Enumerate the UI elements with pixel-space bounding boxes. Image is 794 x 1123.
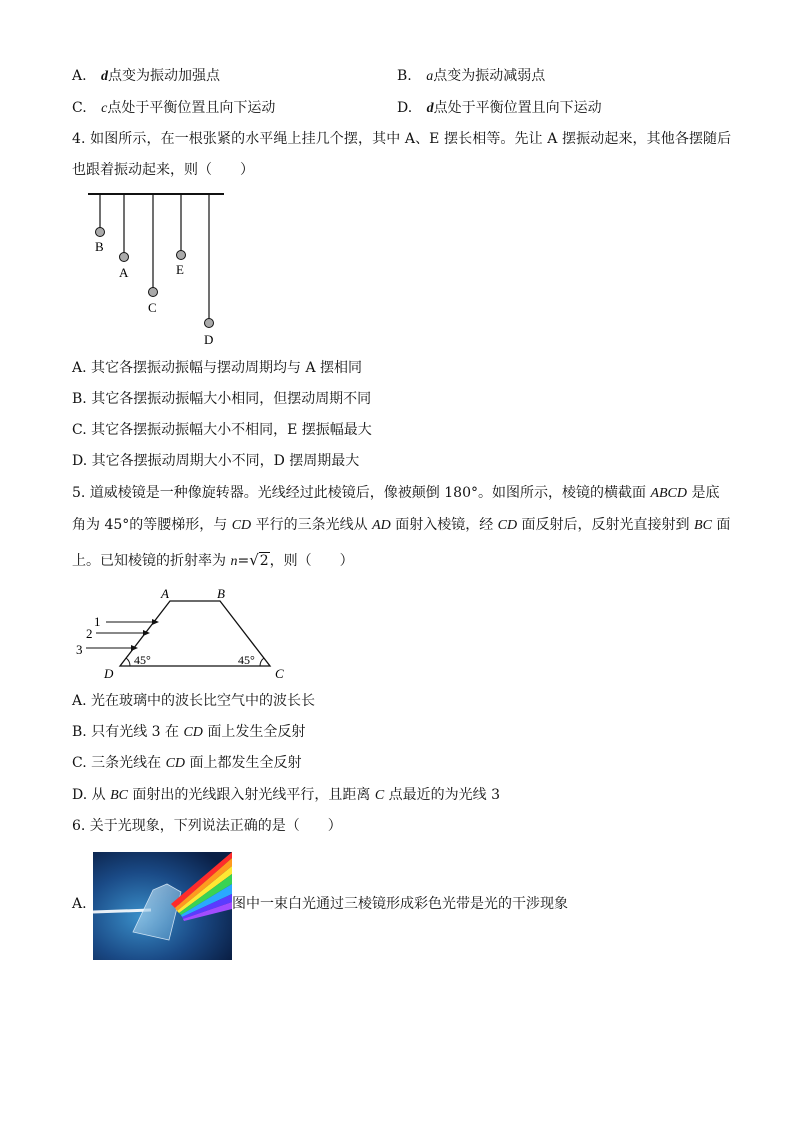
pendulum-figure — [80, 186, 240, 351]
dove-prism-figure — [70, 582, 290, 682]
q3-option-b — [397, 66, 545, 87]
variable-c: C — [374, 788, 385, 803]
vertex-label-c: C — [275, 666, 284, 681]
q3-option-c — [72, 98, 275, 119]
q5-option-d — [72, 785, 500, 806]
variable-c: c — [101, 101, 108, 116]
text: 平行的三条光线从 — [251, 517, 373, 533]
option-text: 点处于平衡位置且向下运动 — [433, 100, 602, 116]
option-text: 点处于平衡位置且向下运动 — [107, 100, 276, 116]
text: 面射入棱镜，经 — [390, 517, 498, 533]
sqrt-symbol: √ — [249, 551, 259, 569]
text: C. 三条光线在 — [72, 755, 166, 771]
sqrt-radicand: 2 — [259, 553, 269, 569]
text: 面射出的光线跟入射光线平行，且距离 — [127, 787, 375, 803]
text: 面上发生全反射 — [202, 724, 306, 740]
variable-n: n — [230, 554, 238, 569]
variable-bc: BC — [110, 788, 128, 803]
q5-stem-line1 — [72, 483, 719, 504]
q5-option-b — [72, 722, 305, 743]
variable-d: d — [426, 101, 434, 116]
text: 面反射后，反射光直接射到 — [517, 517, 695, 533]
text: 面上都发生全反射 — [185, 755, 302, 771]
equals-sign: = — [237, 553, 250, 569]
pendulum-label-c: C — [148, 300, 157, 315]
variable-ad: AD — [372, 518, 391, 533]
q6-option-a-text: 图中一束白光通过三棱镜形成彩色光带是光的干涉现象 — [232, 896, 568, 912]
option-label: D. — [397, 100, 413, 116]
q5-option-c — [72, 753, 301, 774]
option-text: 点变为振动减弱点 — [433, 68, 546, 84]
variable-cd: CD — [497, 518, 518, 533]
variable-a: a — [426, 69, 434, 84]
option-label: C. — [72, 100, 87, 116]
ray-label-3: 3 — [76, 642, 83, 657]
q4-stem-line1: 4. 如图所示，在一根张紧的水平绳上挂几个摆，其中 A、E 摆长相等。先让 A 摆振动起来，其他各摆随后 — [72, 131, 732, 147]
q3-option-a — [72, 66, 220, 87]
q4-option-a: A. 其它各摆振动振幅与摆动周期均与 A 摆相同 — [72, 360, 363, 376]
q6-option-a-label: A. — [72, 896, 87, 912]
q6-stem: 6. 关于光现象，下列说法正确的是（ ） — [72, 818, 342, 834]
variable-cd: CD — [231, 518, 252, 533]
variable-d: d — [101, 69, 109, 84]
variable-cd: CD — [165, 756, 186, 771]
angle-label-right: 45° — [238, 653, 255, 667]
angle-label-left: 45° — [134, 653, 151, 667]
text: B. 只有光线 3 在 — [72, 724, 184, 740]
text: 是底 — [687, 485, 720, 501]
q5-stem-line3 — [72, 550, 354, 572]
variable-cd: CD — [183, 725, 203, 740]
pendulum-label-b: B — [95, 239, 104, 254]
text: D. 从 — [72, 787, 111, 803]
variable-bc: BC — [694, 518, 712, 533]
text: 5. 道威棱镜是一种像旋转器。光线经过此棱镜后，像被颠倒 180°。如图所示，棱镜的横截面 — [72, 485, 651, 501]
pendulum-label-e: E — [176, 262, 184, 277]
pendulum-label-d: D — [204, 332, 214, 347]
q4-option-c: C. 其它各摆振动振幅大小不相同，E 摆振幅最大 — [72, 422, 372, 438]
q4-option-d: D. 其它各摆振动周期大小不同，D 摆周期最大 — [72, 453, 360, 469]
vertex-label-d: D — [104, 666, 114, 681]
ray-label-2: 2 — [86, 626, 93, 641]
q5-stem-line2 — [72, 515, 730, 536]
text: 点最近的为光线 3 — [384, 787, 501, 803]
q4-stem-line2: 也跟着振动起来，则（ ） — [72, 162, 254, 178]
text: ，则（ ） — [269, 553, 354, 569]
ray-label-1: 1 — [94, 614, 101, 629]
q5-option-a: A. 光在玻璃中的波长比空气中的波长长 — [72, 693, 316, 709]
variable-abcd: ABCD — [650, 486, 687, 501]
vertex-label-b: B — [217, 586, 225, 601]
text: 面 — [711, 517, 731, 533]
option-label: A. — [72, 68, 87, 84]
option-label: B. — [397, 68, 412, 84]
q4-option-b: B. 其它各摆振动振幅大小相同，但摆动周期不同 — [72, 391, 372, 407]
pendulum-label-a: A — [119, 265, 129, 280]
text: 角为 45°的等腰梯形，与 — [72, 517, 232, 533]
text: 上。已知棱镜的折射率为 — [72, 553, 231, 569]
option-text: 点变为振动加强点 — [108, 68, 221, 84]
prism-dispersion-image — [93, 852, 232, 960]
vertex-label-a: A — [161, 586, 169, 601]
q3-option-d — [397, 98, 602, 119]
